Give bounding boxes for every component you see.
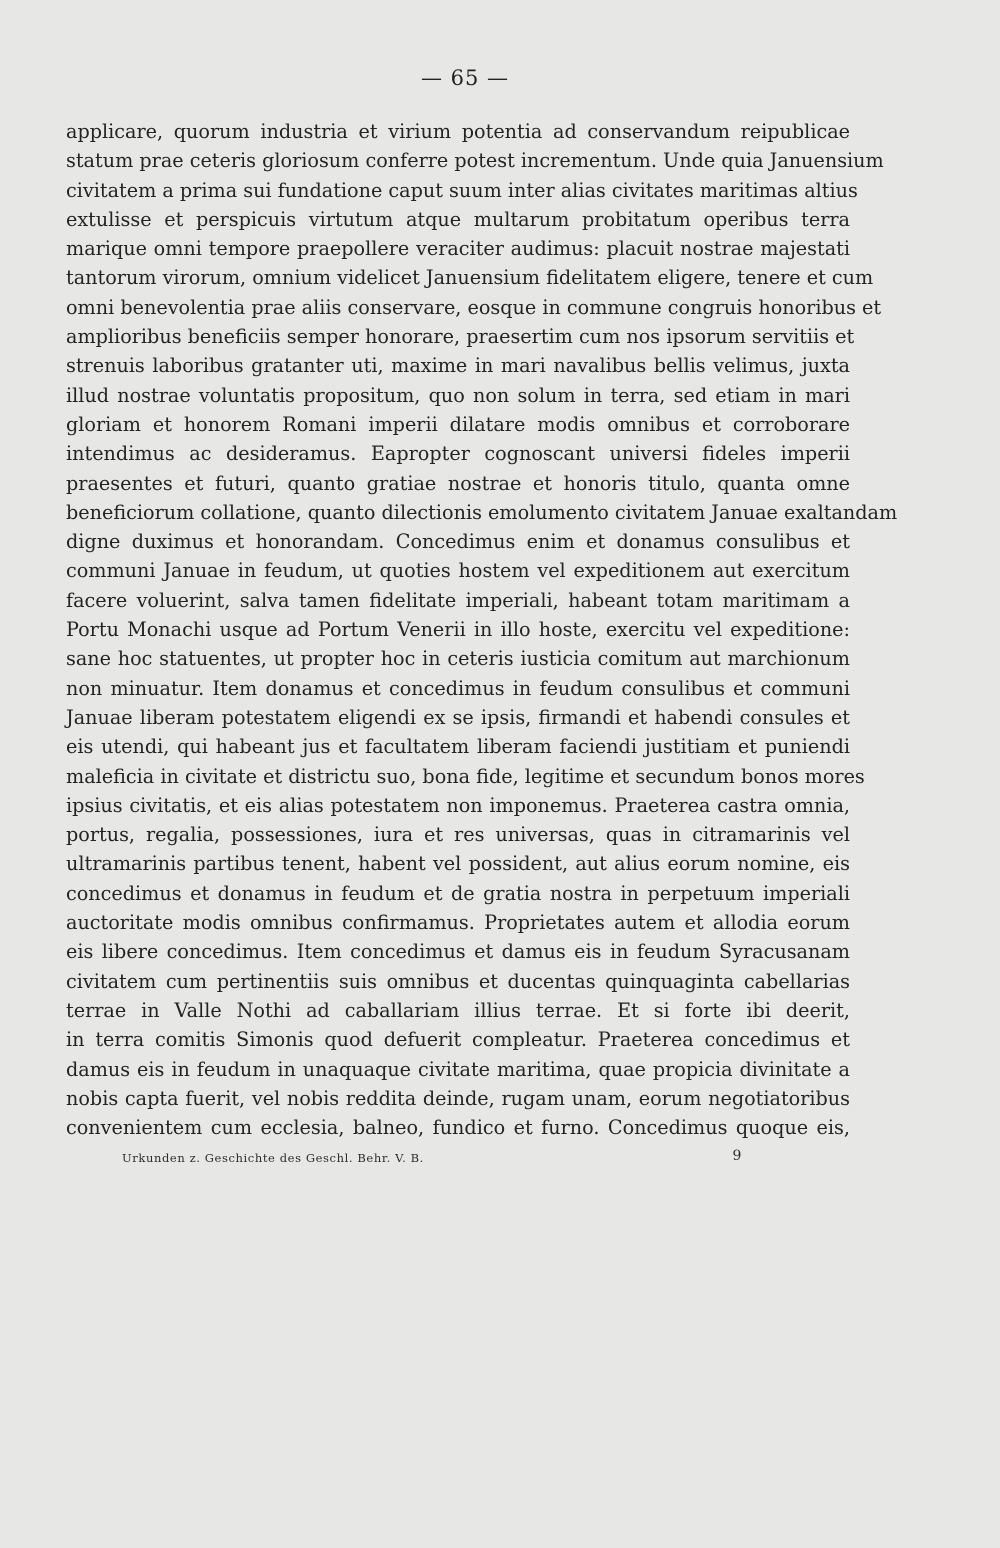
body-text <box>66 117 898 1142</box>
text-line: digne duximus et honorandam. Concedimus enim et donamus consulibus et <box>66 530 850 554</box>
text-line: auctoritate modis omnibus confirmamus. Proprietates autem et allodia eorum <box>66 911 850 935</box>
page-footer <box>122 1148 742 1168</box>
text-line: communi Januae in feudum, ut quoties hostem vel expeditionem aut exercitum <box>66 559 850 583</box>
text-line: convenientem cum ecclesia, balneo, fundico et furno. Concedimus quoque eis, <box>66 1116 850 1140</box>
text-line: damus eis in feudum in unaquaque civitate maritima, quae propicia divinitate a <box>66 1057 850 1081</box>
text-line: marique omni tempore praepollere veraciter audimus: placuit nostrae majestati <box>66 237 850 261</box>
text-line: intendimus ac desideramus. Eapropter cognoscant universi fideles imperii <box>66 442 850 466</box>
text-line: non minuatur. Item donamus et concedimus in feudum consulibus et communi <box>66 676 850 700</box>
text-line: maleficia in civitate et districtu suo, bona fide, legitime et secundum bonos mores <box>66 764 865 788</box>
text-line: strenuis laboribus gratanter uti, maxime in mari navalibus bellis velimus, juxta <box>66 354 850 378</box>
text-line: Portu Monachi usque ad Portum Venerii in illo hoste, exercitu vel expeditione: <box>66 618 850 642</box>
text-line: nobis capta fuerit, vel nobis reddita deinde, rugam unam, eorum negotiatoribus <box>66 1086 850 1110</box>
text-line: ultramarinis partibus tenent, habent vel possident, aut alius eorum nomine, eis <box>66 852 850 876</box>
signature-mark: 9 <box>732 1148 742 1164</box>
text-line: gloriam et honorem Romani imperii dilatare modis omnibus et corroborare <box>66 412 850 436</box>
text-line: portus, regalia, possessiones, iura et res universas, quas in citramarinis vel <box>66 823 850 847</box>
text-line: omni benevolentia prae aliis conservare, eosque in commune congruis honoribus et <box>66 295 882 319</box>
text-line: eis utendi, qui habeant jus et facultatem liberam faciendi justitiam et puniendi <box>66 735 850 759</box>
text-line: extulisse et perspicuis virtutum atque multarum probitatum operibus terra <box>66 207 850 231</box>
text-line: applicare, quorum industria et virium potentia ad conservandum reipublicae <box>66 120 850 143</box>
text-line: sane hoc statuentes, ut propter hoc in ceteris iusticia comitum aut marchionum <box>66 647 850 671</box>
text-line: eis libere concedimus. Item concedimus et damus eis in feudum Syracusanam <box>66 940 850 964</box>
text-line: amplioribus beneficiis semper honorare, praesertim cum nos ipsorum servitiis et <box>66 325 855 349</box>
text-line: ipsius civitatis, et eis alias potestatem non imponemus. Praeterea castra omnia, <box>66 793 850 817</box>
text-line: civitatem a prima sui fundatione caput suum inter alias civitates maritimas altius <box>66 178 858 202</box>
text-line: tantorum virorum, omnium videlicet Januensium fidelitatem eligere, tenere et cum <box>66 266 874 290</box>
text-line: concedimus et donamus in feudum et de gratia nostra in perpetuum imperiali <box>66 881 850 905</box>
text-line: Januae liberam potestatem eligendi ex se ipsis, firmandi et habendi consules et <box>66 705 850 729</box>
text-line: beneficiorum collatione, quanto dilectionis emolumento civitatem Januae exaltandam <box>66 500 898 524</box>
text-line: facere voluerint, salva tamen fidelitate imperiali, habeant totam maritimam a <box>66 588 850 612</box>
text-line: praesentes et futuri, quanto gratiae nostrae et honoris titulo, quanta omne <box>66 471 850 495</box>
source-note: Urkunden z. Geschichte des Geschl. Behr. V. B. <box>122 1151 424 1165</box>
text-line: civitatem cum pertinentiis suis omnibus et ducentas quinquaginta cabellarias <box>66 969 850 993</box>
text-line: illud nostrae voluntatis propositum, quo non solum in terra, sed etiam in mari <box>66 383 850 407</box>
text-line: in terra comitis Simonis quod defuerit compleatur. Praeterea concedimus et <box>66 1028 850 1052</box>
text-line: terrae in Valle Nothi ad caballariam illius terrae. Et si forte ibi deerit, <box>66 998 850 1022</box>
page-number: — 65 — <box>420 66 510 90</box>
text-line: statum prae ceteris gloriosum conferre potest incrementum. Unde quia Januensium <box>66 149 884 173</box>
